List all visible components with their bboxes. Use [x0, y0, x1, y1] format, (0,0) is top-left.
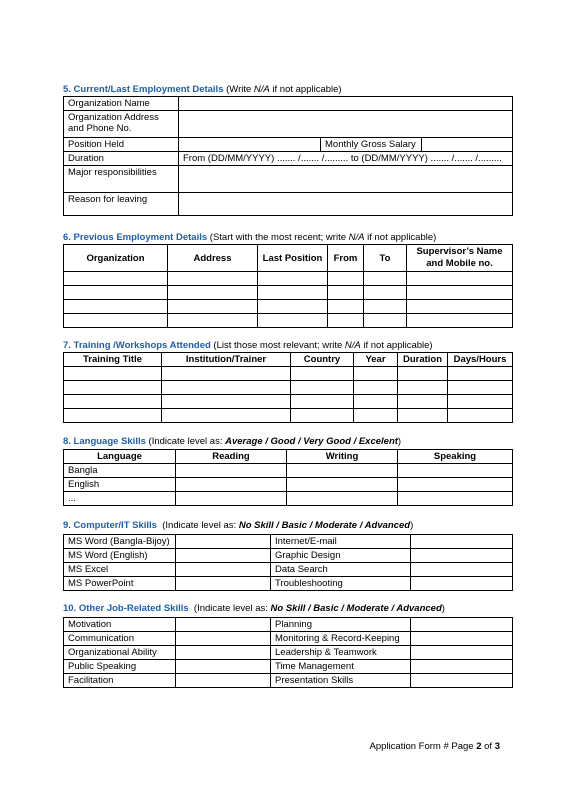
- section6-title: 6. Previous Employment Details: [63, 232, 208, 243]
- job-skills-table: [63, 617, 513, 688]
- section7-heading: [63, 340, 433, 351]
- skill-label: Monitoring & Record-Keeping: [271, 632, 411, 646]
- position-field[interactable]: [179, 138, 321, 152]
- section5-table-wrap: [63, 96, 513, 216]
- table-row: [64, 660, 513, 674]
- salary-field[interactable]: [422, 138, 513, 152]
- footer-of: of: [481, 741, 495, 752]
- salary-label: Monthly Gross Salary: [321, 138, 422, 152]
- section5-title: 5. Current/Last Employment Details: [63, 84, 224, 95]
- skill-label: Presentation Skills: [271, 674, 411, 688]
- table-row: [64, 367, 513, 381]
- section10-heading: [63, 603, 445, 614]
- section7-note: (List those most relevant; write: [210, 340, 345, 351]
- table-row: [64, 272, 513, 286]
- section5-note-na: N/A: [253, 84, 270, 95]
- col-training-title: Training Title: [64, 353, 162, 367]
- table-row: [64, 300, 513, 314]
- table-row: [64, 409, 513, 423]
- section6-heading: [63, 232, 436, 243]
- section5-note: (Write: [223, 84, 254, 95]
- section6-note: (Start with the most recent; write: [207, 232, 349, 243]
- table-row: [64, 464, 513, 478]
- previous-employment-table: [63, 244, 513, 328]
- skill-label: Internet/E-mail: [271, 535, 411, 549]
- col-country: Country: [291, 353, 354, 367]
- col-from: From: [328, 245, 364, 272]
- skill-label: Facilitation: [64, 674, 176, 688]
- table-row: [64, 478, 513, 492]
- section8-note: (Indicate level as:: [145, 436, 226, 447]
- responsibilities-field[interactable]: [179, 166, 513, 193]
- table-row: [64, 674, 513, 688]
- section7-title: 7. Training /Workshops Attended: [63, 340, 211, 351]
- org-name-field[interactable]: [179, 97, 513, 111]
- section8-levels: Average / Good / Very Good / Excelent: [225, 436, 398, 447]
- col-duration: Duration: [398, 353, 448, 367]
- training-table: [63, 352, 513, 423]
- reason-field[interactable]: [179, 193, 513, 216]
- table-row: [64, 314, 513, 328]
- skill-label: Data Search: [271, 563, 411, 577]
- reason-label: Reason for leaving: [64, 193, 179, 216]
- language-other[interactable]: ...: [64, 492, 176, 506]
- position-label: Position Held: [64, 138, 179, 152]
- section5-heading: [63, 84, 342, 95]
- skill-label: Planning: [271, 618, 411, 632]
- section6-note-end: if not applicable): [364, 232, 437, 243]
- table-row: [64, 618, 513, 632]
- language-bangla: Bangla: [64, 464, 176, 478]
- col-days-hours: Days/Hours: [448, 353, 513, 367]
- employment-table: [63, 96, 513, 216]
- section7-note-end: if not applicable): [360, 340, 433, 351]
- section5-note-end: if not applicable): [269, 84, 342, 95]
- skill-label: Motivation: [64, 618, 176, 632]
- skill-label: Leadership & Teamwork: [271, 646, 411, 660]
- section8-note-end: ): [397, 436, 402, 447]
- col-organization: Organization: [64, 245, 168, 272]
- skill-label: Communication: [64, 632, 176, 646]
- table-row: [64, 286, 513, 300]
- duration-label: Duration: [64, 152, 179, 166]
- skill-label: Time Management: [271, 660, 411, 674]
- section7-table-wrap: [63, 352, 513, 423]
- section10-title: 10. Other Job-Related Skills: [63, 603, 189, 614]
- language-table: [63, 449, 513, 506]
- section9-table-wrap: [63, 534, 513, 591]
- col-year: Year: [354, 353, 398, 367]
- table-row: [64, 395, 513, 409]
- responsibilities-label: Major responsibilities: [64, 166, 179, 193]
- language-english: English: [64, 478, 176, 492]
- col-institution: Institution/Trainer: [162, 353, 291, 367]
- skill-label: MS Word (English): [64, 549, 176, 563]
- page-total: 3: [494, 741, 500, 752]
- section9-heading: [63, 520, 413, 531]
- section7-note-na: N/A: [344, 340, 361, 351]
- skill-label: Troubleshooting: [271, 577, 411, 591]
- col-address: Address: [168, 245, 258, 272]
- table-row: [64, 549, 513, 563]
- section9-levels: No Skill / Basic / Moderate / Advanced: [238, 520, 411, 531]
- it-skills-table: [63, 534, 513, 591]
- section9-title: 9. Computer/IT Skills: [63, 520, 157, 531]
- col-to: To: [364, 245, 407, 272]
- skill-label: Organizational Ability: [64, 646, 176, 660]
- section6-note-na: N/A: [348, 232, 365, 243]
- section8-title: 8. Language Skills: [63, 436, 146, 447]
- section10-levels: No Skill / Basic / Moderate / Advanced: [270, 603, 442, 614]
- org-address-label: Organization Address and Phone No.: [64, 111, 179, 138]
- table-row: [64, 492, 513, 506]
- section6-table-wrap: [63, 244, 513, 328]
- section9-note: (Indicate level as:: [156, 520, 239, 531]
- org-name-label: Organization Name: [64, 97, 179, 111]
- section8-heading: [63, 436, 401, 447]
- table-row: [64, 563, 513, 577]
- table-row: [64, 381, 513, 395]
- col-language: Language: [64, 450, 176, 464]
- skill-label: Public Speaking: [64, 660, 176, 674]
- skill-label: Graphic Design: [271, 549, 411, 563]
- section10-table-wrap: [63, 617, 513, 688]
- skill-label: MS Excel: [64, 563, 176, 577]
- table-row: [64, 632, 513, 646]
- duration-field[interactable]: From (DD/MM/YYYY) ....... /....... /......... to (DD/MM/YYYY) ....... /....... /.........: [179, 152, 513, 166]
- col-last-position: Last Position: [258, 245, 328, 272]
- skill-label: MS Word (Bangla-Bijoy): [64, 535, 176, 549]
- table-row: [64, 577, 513, 591]
- page-number: 2: [476, 741, 482, 752]
- col-speaking: Speaking: [398, 450, 513, 464]
- table-row: [64, 535, 513, 549]
- page-footer: [370, 741, 500, 752]
- col-reading: Reading: [176, 450, 287, 464]
- table-row: [64, 646, 513, 660]
- footer-prefix: Application Form # Page: [369, 741, 477, 752]
- skill-label: MS PowerPoint: [64, 577, 176, 591]
- section8-table-wrap: [63, 449, 513, 506]
- section10-note: (Indicate level as:: [188, 603, 271, 614]
- col-supervisor: Supervisor’s Name and Mobile no.: [407, 245, 513, 272]
- section9-note-end: ): [410, 520, 414, 531]
- section10-note-end: ): [441, 603, 445, 614]
- col-writing: Writing: [287, 450, 398, 464]
- org-address-field[interactable]: [179, 111, 513, 138]
